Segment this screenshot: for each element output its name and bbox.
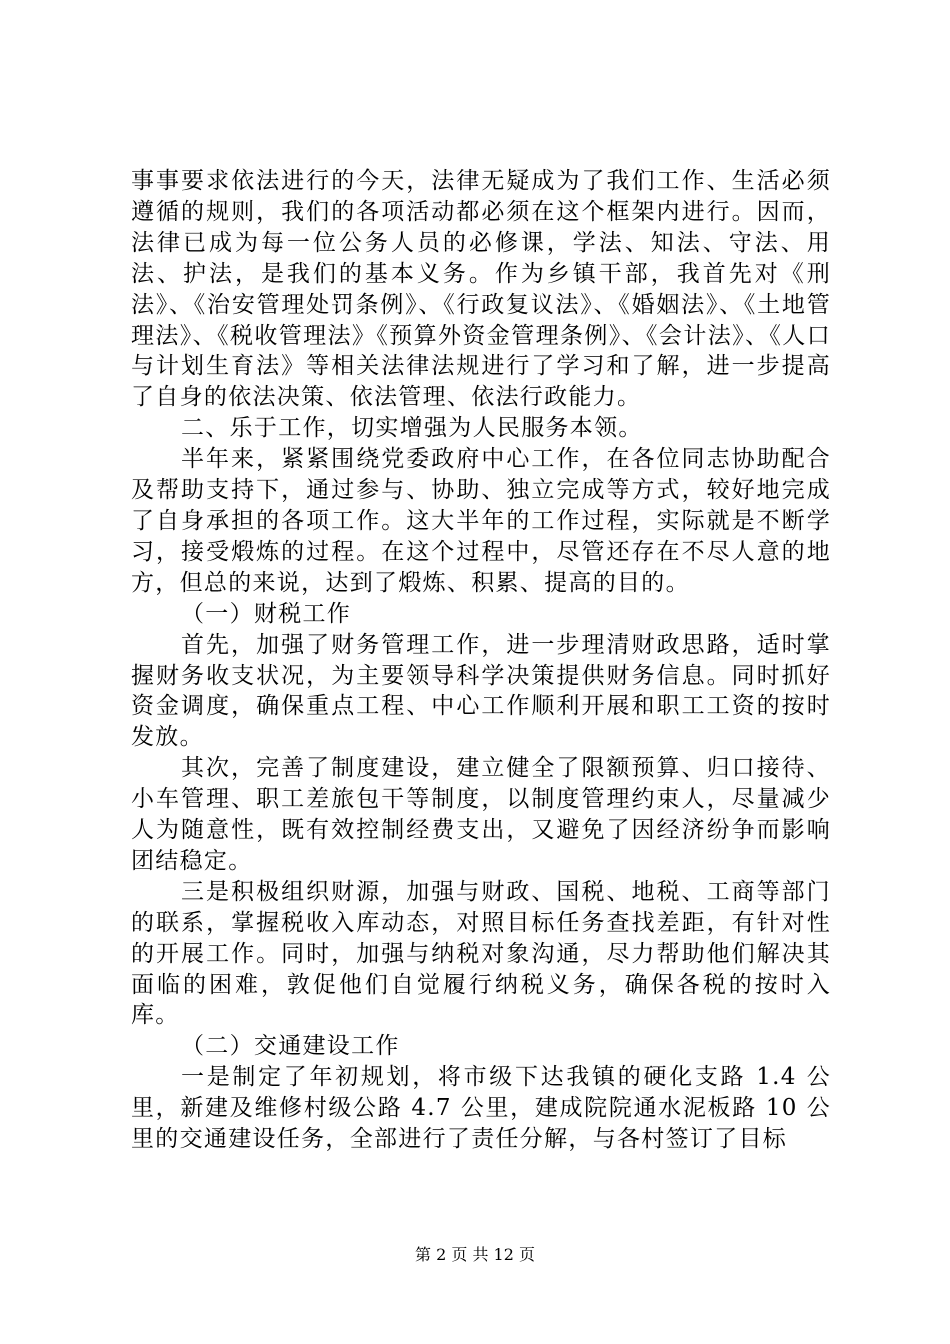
document-body	[131, 166, 831, 1155]
subsection-heading-finance: （一）财税工作	[181, 600, 352, 627]
paragraph-continued: 事事要求依法进行的今天，法律无疑成为了我们工作、生活必须遵循的规则，我们的各项活动都必须在这个框架内进行。因而，法律已成为每一位公务人员的必修课，学法、知法、守法、用法、护法，是我们的基本义务。作为乡镇干部，我首先对《刑法》、《治安管理处罚条例》、《行政复议法》、《婚姻法》、《土地管理法》、《税收管理法》《预算外资金管理条例》、《会计法》、《人口与计划生育法》等相关法律法规进行了学习和了解，进一步提高了自身的依法决策、依法管理、依法行政能力。	[131, 168, 831, 411]
section-heading-2: 二、乐于工作，切实增强为人民服务本领。	[181, 415, 643, 442]
subsection-heading-traffic: （二）交通建设工作	[181, 1033, 400, 1060]
paragraph-half-year: 半年来，紧紧围绕党委政府中心工作，在各位同志协助配合及帮助支持下，通过参与、协助、独立完成等方式，较好地完成了自身承担的各项工作。这大半年的工作过程，实际就是不断学习，接受煅炼的过程。在这个过程中，尽管还存在不尽人意的地方，但总的来说，达到了煅炼、积累、提高的目的。	[131, 446, 831, 596]
paragraph-finance-first: 首先，加强了财务管理工作，进一步理清财政思路，适时掌握财务收支状况，为主要领导科学决策提供财务信息。同时抓好资金调度，确保重点工程、中心工作顺利开展和职工工资的按时发放。	[131, 631, 831, 751]
paragraph-finance-second: 其次，完善了制度建设，建立健全了限额预算、归口接待、小车管理、职工差旅包干等制度，以制度管理约束人，尽量减少人为随意性，既有效控制经费支出，又避免了因经济纷争而影响团结稳定。	[131, 755, 831, 874]
paragraph-traffic-first: 一是制定了年初规划，将市级下达我镇的硬化支路 1.4 公里，新建及维修村级公路 4.7 公里，建成院院通水泥板路 10 公里的交通建设任务，全部进行了责任分解，与各村签订了目标	[131, 1064, 831, 1153]
page-number-label: 第 2 页 共 12 页	[415, 1245, 535, 1264]
page-footer	[0, 1244, 950, 1266]
paragraph-finance-third: 三是积极组织财源，加强与财政、国税、地税、工商等部门的联系，掌握税收入库动态，对照目标任务查找差距，有针对性的开展工作。同时，加强与纳税对象沟通，尽力帮助他们解决其面临的困难，敦促他们自觉履行纳税义务，确保各税的按时入库。	[131, 878, 831, 1029]
